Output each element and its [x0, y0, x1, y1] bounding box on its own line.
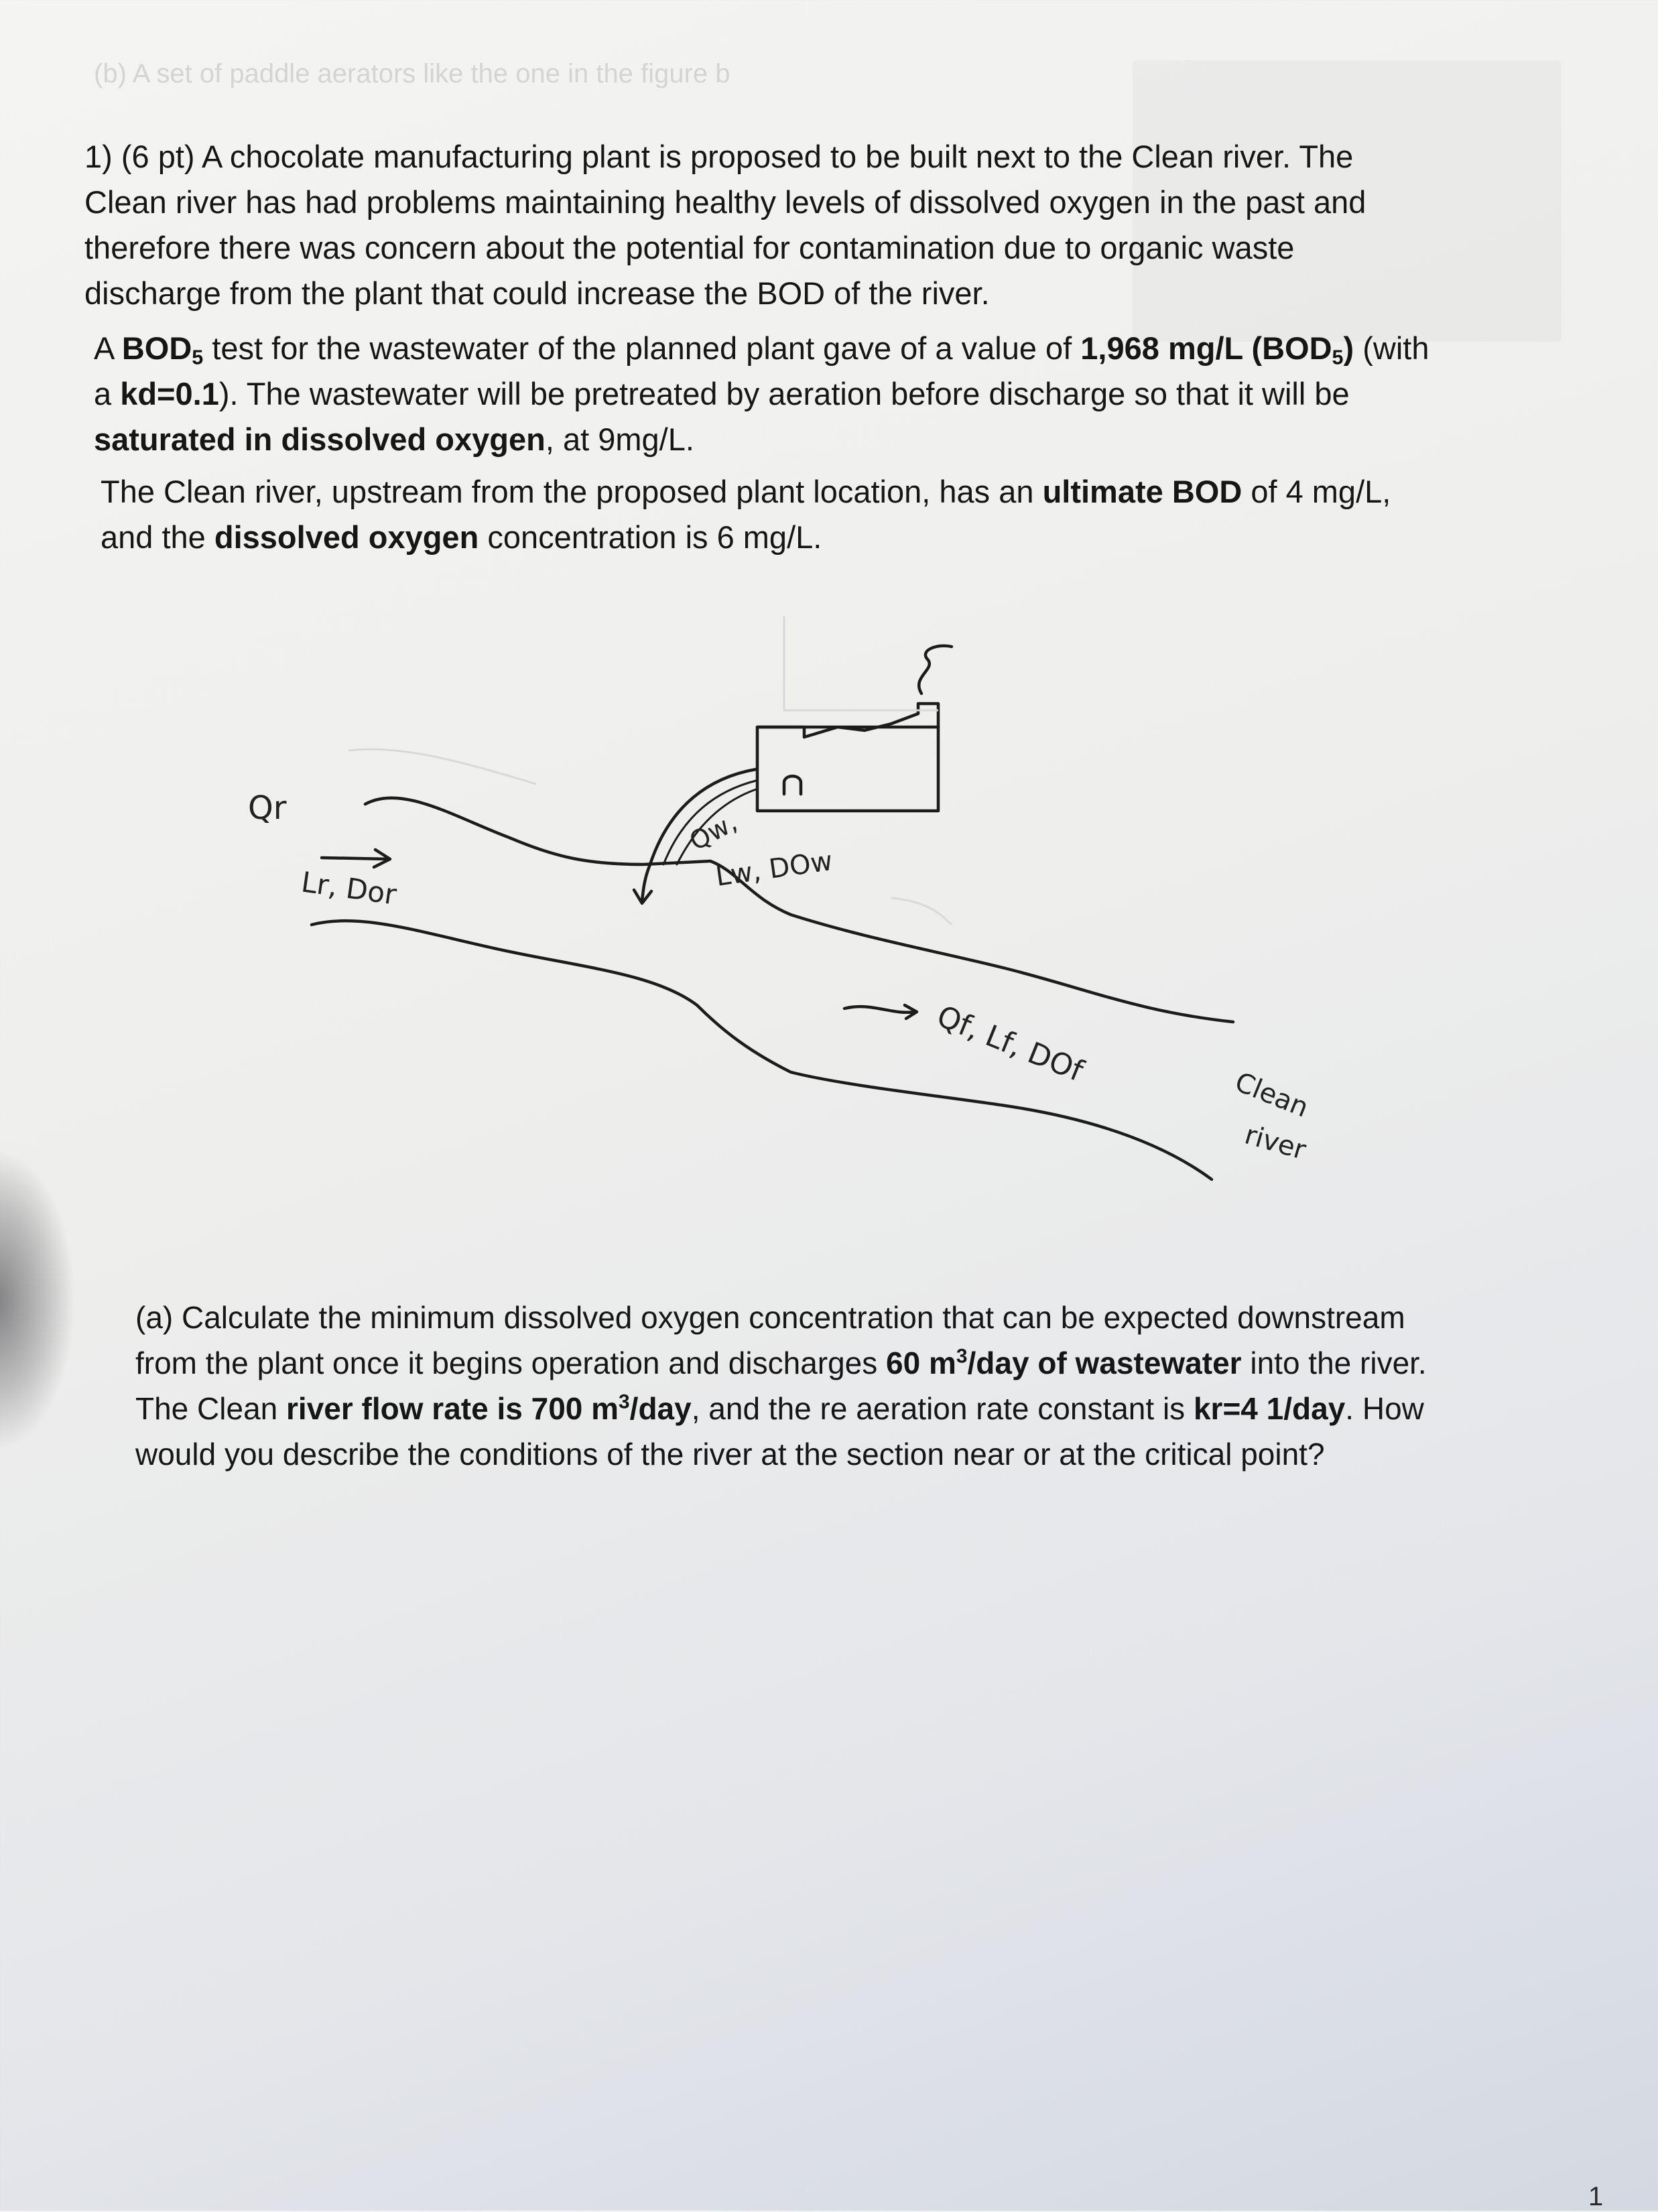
superscript: 3 [956, 1345, 968, 1368]
wastewater-flow [886, 1346, 1242, 1380]
label-river: river [1241, 1119, 1310, 1167]
part-a-line-1: (a) Calculate the minimum dissolved oxygen concentration that can be expected downstream [135, 1300, 1405, 1335]
text: /day [629, 1391, 692, 1426]
part-a-line-2 [135, 1340, 1427, 1386]
text: , at 9mg/L. [545, 421, 694, 457]
factory-door [784, 776, 801, 794]
text: concentration is 6 mg/L. [479, 519, 822, 555]
kr-value: kr=4 1/day [1193, 1391, 1346, 1426]
intro-line: Clean river has had problems maintaining healthy levels of dissolved oxygen in the past and [84, 184, 1366, 220]
text: . How [1345, 1391, 1424, 1426]
text: ) [1343, 330, 1354, 366]
river-flow [286, 1391, 692, 1426]
faint-bleed-sketch [348, 616, 952, 925]
intro-line: 1) (6 pt) A chocolate manufacturing plant is proposed to be built next to the Clean river. The [84, 139, 1354, 174]
subscript: 5 [1332, 346, 1344, 369]
superscript: 3 [619, 1390, 630, 1413]
text: and the [101, 519, 214, 555]
label-clean: Clean [1230, 1066, 1313, 1124]
saturated-phrase: saturated in dissolved oxygen [94, 421, 546, 457]
smoke-swirl [919, 646, 952, 694]
inflow-arrow [322, 850, 390, 867]
label-qr: Qr [248, 789, 287, 827]
bleed-through-text: (b) A set of paddle aerators like the one in the figure b [94, 59, 730, 88]
part-a-line-3 [135, 1386, 1427, 1431]
river-upper-bank [365, 798, 1233, 1022]
label-qf-lf-dof: Qf, Lf, DOf [932, 998, 1088, 1089]
intro-line: discharge from the plant that could increase the BOD of the river. [84, 275, 990, 311]
text: ). The wastewater will be pretreated by aeration before discharge so that it will be [218, 376, 1350, 411]
intro-line: therefore there was concern about the potential for contamination due to organic waste [84, 230, 1295, 265]
text: The Clean [135, 1391, 287, 1426]
part-a-line-4: would you describe the conditions of the river at the section near or at the critical point? [135, 1437, 1325, 1472]
text: A [94, 330, 122, 366]
outflow-arrow [844, 1005, 917, 1019]
text: of 4 mg/L, [1242, 474, 1391, 509]
label-qw: Qw, [684, 807, 742, 856]
text: test for the wastewater of the planned plant gave of a value of [203, 330, 1081, 366]
text: from the plant once it begins operation and discharges [135, 1346, 887, 1380]
label-lr-dor: Lr, Dor [299, 865, 399, 911]
text: The Clean river, upstream from the proposed plant location, has an [101, 474, 1043, 509]
text: 1,968 mg/L (BOD [1080, 330, 1332, 366]
river-lower-bank [312, 921, 1212, 1179]
label-lw-dow: Lw, DOw [713, 845, 835, 893]
subscript: 5 [192, 346, 204, 369]
text: river flow rate is 700 m [286, 1391, 619, 1426]
text: (with [1354, 330, 1429, 366]
dissolved-oxygen: dissolved oxygen [214, 519, 479, 555]
text: BOD [121, 330, 192, 366]
text: a [94, 376, 121, 411]
part-a-paragraph [135, 1295, 1427, 1477]
page-number: 1 [1588, 2182, 1604, 2211]
text: , and the re aeration rate constant is [691, 1391, 1194, 1426]
text: /day of wastewater [967, 1346, 1242, 1380]
kd-value: kd=0.1 [120, 376, 219, 411]
ultimate-bod: ultimate BOD [1042, 474, 1242, 509]
text: into the river. [1241, 1346, 1427, 1380]
text: 60 m [886, 1346, 956, 1380]
